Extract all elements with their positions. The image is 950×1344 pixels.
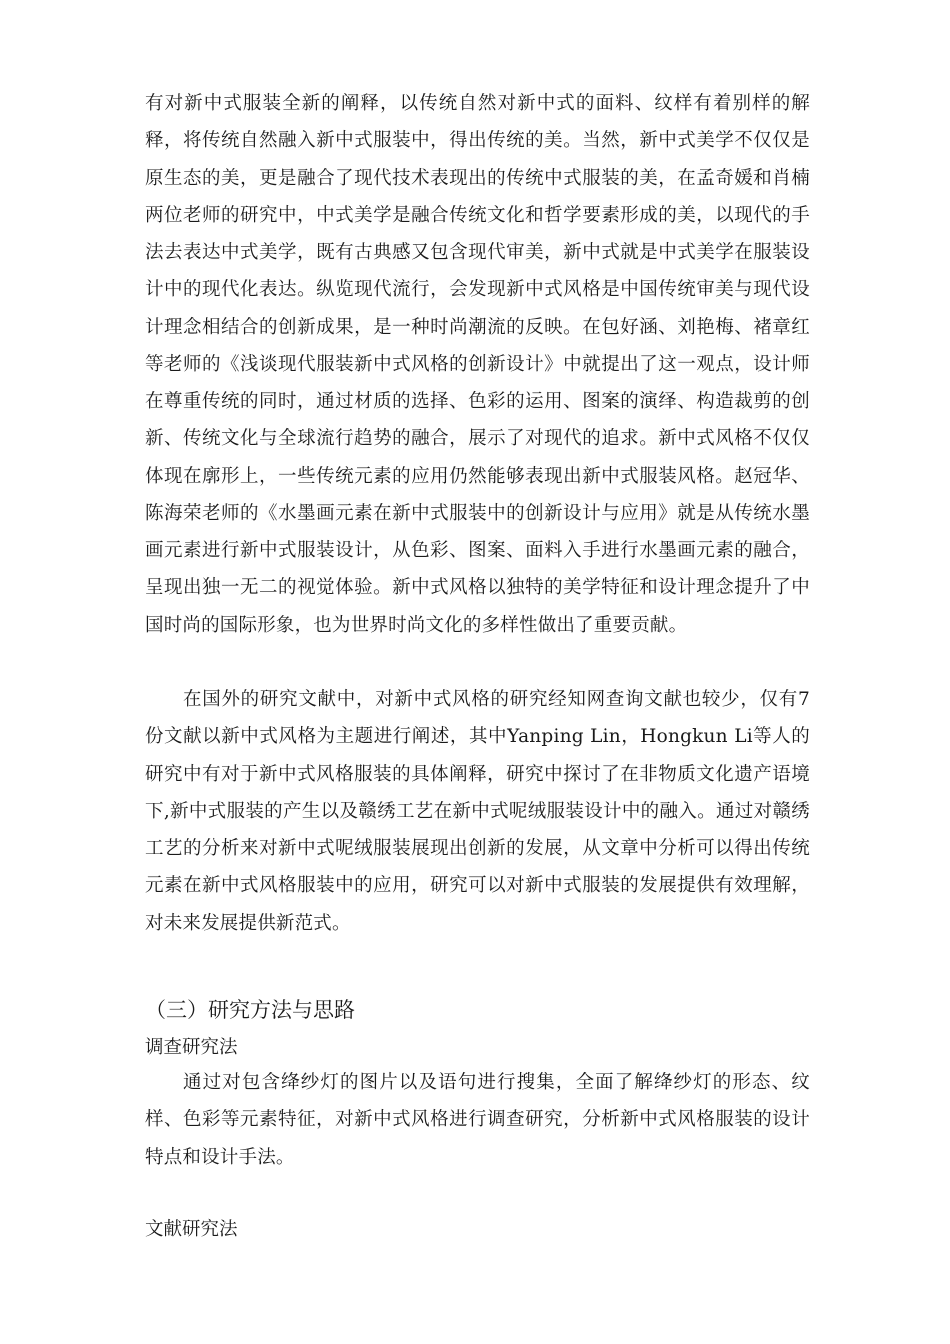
method-body-survey: 通过对包含绛纱灯的图片以及语句进行搜集，全面了解绛纱灯的形态、纹样、色彩等元素特征，对新中式风格进行调查研究，分析新中式风格服装的设计特点和设计手法。	[145, 1072, 810, 1168]
method-title-literature: 文献研究法	[145, 1219, 238, 1240]
method-title-survey: 调查研究法	[145, 1037, 238, 1058]
body-paragraph-new-chinese-style: 有对新中式服装全新的阐释，以传统自然对新中式的面料、纹样有着别样的解释，将传统自然融入新中式服装中，得出传统的美。当然，新中式美学不仅仅是原生态的美，更是融合了现代技术表现出的传统中式服装的美，在孟奇媛和肖楠两位老师的研究中，中式美学是融合传统文化和哲学要素形成的美，以现代的手法去表达中式美学，既有古典感又包含现代审美，新中式就是中式美学在服装设计中的现代化表达。纵览现代流行，会发现新中式风格是中国传统审美与现代设计理念相结合的创新成果，是一种时尚潮流的反映。在包好涵、刘艳梅、褚章红等老师的《浅谈现代服装新中式风格的创新设计》中就提出了这一观点，设计师在尊重传统的同时，通过材质的选择、色彩的运用、图案的演绎、构造裁剪的创新、传统文化与全球流行趋势的融合，展示了对现代的追求。新中式风格不仅仅体现在廓形上，一些传统元素的应用仍然能够表现出新中式服装风格。赵冠华、陈海荣老师的《水墨画元素在新中式服装中的创新设计与应用》就是从传统水墨画元素进行新中式服装设计，从色彩、图案、面料入手进行水墨画元素的融合，呈现出独一无二的视觉体验。新中式风格以独特的美学特征和设计理念提升了中国时尚的国际形象，也为世界时尚文化的多样性做出了重要贡献。	[145, 93, 810, 636]
section-heading-research-methods: （三）研究方法与思路	[145, 998, 355, 1022]
body-paragraph-foreign-research: 在国外的研究文献中，对新中式风格的研究经知网查询文献也较少，仅有7份文献以新中式风格为主题进行阐述，其中Yanping Lin，Hongkun Li等人的研究中有对于新中式风格服装的具体阐释，研究中探讨了在非物质文化遗产语境下,新中式服装的产生以及赣绣工艺在新中式呢绒服装设计中的融入。通过对赣绣工艺的分析来对新中式呢绒服装展现出创新的发展，从文章中分析可以得出传统元素在新中式风格服装中的应用，研究可以对新中式服装的发展提供有效理解，对未来发展提供新范式。	[145, 689, 810, 934]
